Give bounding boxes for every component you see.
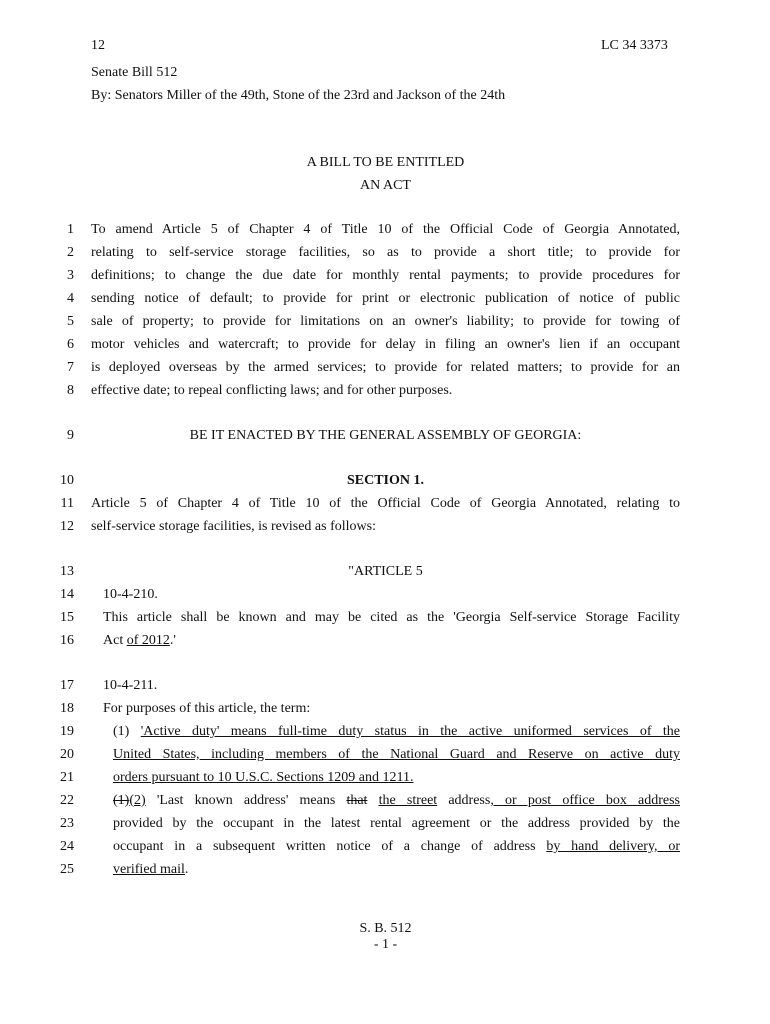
page-reference: 12 bbox=[91, 38, 105, 53]
deleted-text: (1) bbox=[113, 793, 130, 808]
line-number: 22 bbox=[60, 793, 74, 808]
line-number: 20 bbox=[60, 747, 74, 762]
caption-line: definitions; to change the due date for monthly rental payments; to provide procedures for bbox=[91, 268, 680, 283]
section-text-line: Article 5 of Chapter 4 of Title 10 of the Official Code of Georgia Annotated, relating to bbox=[91, 496, 680, 511]
inserted-text: by hand delivery, or bbox=[546, 839, 680, 854]
section-heading: SECTION 1. bbox=[346, 473, 425, 488]
caption-line: effective date; to repeal conflicting laws; and for other purposes. bbox=[91, 383, 453, 398]
line-number: 21 bbox=[60, 770, 74, 785]
text-run: 'Last known address' means bbox=[145, 793, 347, 808]
line-number: 5 bbox=[67, 314, 74, 329]
line-number: 12 bbox=[60, 519, 74, 534]
line-number: 11 bbox=[60, 496, 74, 511]
line-number: 7 bbox=[67, 360, 74, 375]
line-number: 1 bbox=[67, 222, 74, 237]
inserted-text: the street bbox=[378, 793, 438, 808]
caption-line: is deployed overseas by the armed services; to provide for related matters; to provide for an bbox=[91, 360, 680, 375]
line-number: 24 bbox=[60, 839, 74, 854]
bill-title-line-2: AN ACT bbox=[360, 178, 411, 193]
caption-line: sale of property; to provide for limitations on an owner's liability; to provide for towing of bbox=[91, 314, 680, 329]
inserted-text: verified mail bbox=[113, 862, 185, 877]
line-number: 18 bbox=[60, 701, 74, 716]
text-run bbox=[367, 793, 378, 808]
line-number: 6 bbox=[67, 337, 74, 352]
sponsors: By: Senators Miller of the 49th, Stone of the 23rd and Jackson of the 24th bbox=[91, 88, 506, 103]
definition-line bbox=[113, 839, 680, 855]
inserted-text: (2) bbox=[129, 793, 146, 808]
line-number: 9 bbox=[67, 428, 74, 443]
definition-line bbox=[113, 724, 680, 740]
line-number: 19 bbox=[60, 724, 74, 739]
footer-page-number: - 1 - bbox=[373, 937, 398, 952]
line-number: 14 bbox=[60, 587, 74, 602]
inserted-text: , or post office box address bbox=[490, 793, 680, 808]
line-number: 4 bbox=[67, 291, 74, 306]
deleted-text: that bbox=[346, 793, 368, 808]
line-number: 3 bbox=[67, 268, 74, 283]
text-run: . bbox=[184, 862, 189, 877]
inserted-text: United States, including members of the National Guard and Reserve on active duty bbox=[113, 747, 680, 762]
line-number: 25 bbox=[60, 862, 74, 877]
line-number: 23 bbox=[60, 816, 74, 831]
text-run: occupant in a subsequent written notice of a change of address bbox=[113, 839, 547, 854]
code-section-number: 10-4-211. bbox=[103, 678, 158, 693]
section-text-line: self-service storage facilities, is revised as follows: bbox=[91, 519, 376, 534]
text-run: .' bbox=[169, 633, 176, 648]
line-number: 8 bbox=[67, 383, 74, 398]
caption-line: To amend Article 5 of Chapter 4 of Title 10 of the Official Code of Georgia Annotated, bbox=[91, 222, 680, 237]
article-heading: "ARTICLE 5 bbox=[348, 564, 423, 579]
text-run: address bbox=[437, 793, 491, 808]
code-section-text: For purposes of this article, the term: bbox=[103, 701, 311, 716]
caption-line: relating to self-service storage facilities, so as to provide a short title; to provide for bbox=[91, 245, 680, 260]
inserted-text: of 2012 bbox=[126, 633, 170, 648]
code-section-text: This article shall be known and may be cited as the 'Georgia Self-service Storage Facility bbox=[103, 610, 680, 625]
definition-line bbox=[113, 793, 680, 809]
line-number: 15 bbox=[60, 610, 74, 625]
line-number: 2 bbox=[67, 245, 74, 260]
bill-number: Senate Bill 512 bbox=[91, 65, 178, 80]
lc-number: LC 34 3373 bbox=[601, 38, 668, 53]
line-number: 13 bbox=[60, 564, 74, 579]
enacting-clause: BE IT ENACTED BY THE GENERAL ASSEMBLY OF GEORGIA: bbox=[189, 428, 582, 443]
footer-bill-number: S. B. 512 bbox=[359, 921, 412, 936]
code-section-text bbox=[103, 633, 680, 649]
definition-line bbox=[113, 862, 680, 878]
inserted-text: 'Active duty' means full-time duty status in the active uniformed services of the bbox=[140, 724, 680, 739]
line-number: 10 bbox=[60, 473, 74, 488]
text-run: (1) bbox=[113, 724, 141, 739]
text-run: Act bbox=[103, 633, 127, 648]
code-section-number: 10-4-210. bbox=[103, 587, 158, 602]
line-number: 17 bbox=[60, 678, 74, 693]
definition-line: provided by the occupant in the latest rental agreement or the address provided by the bbox=[113, 816, 680, 831]
caption-line: sending notice of default; to provide for print or electronic publication of notice of public bbox=[91, 291, 680, 306]
line-number: 16 bbox=[60, 633, 74, 648]
caption-line: motor vehicles and watercraft; to provide for delay in filing an owner's lien if an occupant bbox=[91, 337, 680, 352]
inserted-text: orders pursuant to 10 U.S.C. Sections 1209 and 1211. bbox=[113, 770, 414, 785]
bill-title-line-1: A BILL TO BE ENTITLED bbox=[306, 155, 465, 170]
